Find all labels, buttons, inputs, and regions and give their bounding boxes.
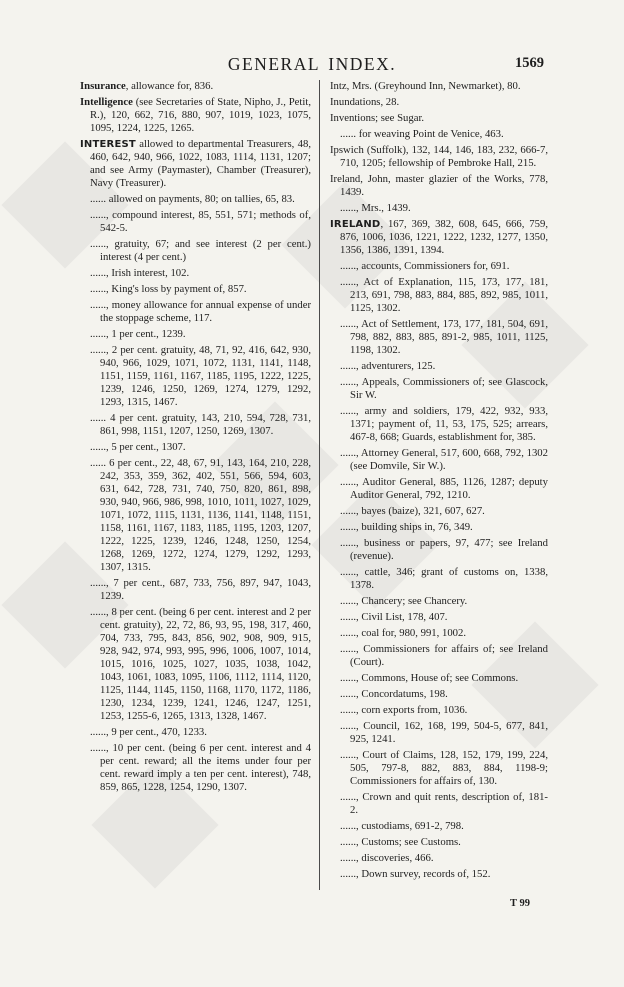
index-entry bbox=[80, 80, 311, 93]
index-subentry: ......, Concordatums, 198. bbox=[340, 688, 448, 700]
index-subentry: ......, Council, 162, 168, 199, 504-5, 677, 841, 925, 1241. bbox=[340, 720, 548, 745]
index-entry bbox=[330, 173, 548, 199]
index-references: Intz, Mrs. (Greyhound Inn, Newmarket), 80. bbox=[330, 80, 521, 92]
index-subentry: ......, Irish interest, 102. bbox=[90, 267, 190, 279]
index-entry bbox=[330, 144, 548, 170]
index-subentry: ......, 8 per cent. (being 6 per cent. interest and 2 per cent. gratuity), 22, 72, 86, 93, 95, 198, 317, 460, 704, 733, 795, 843, 856, 902, 908, 909, 915, 928, 942, 974, 993, 995, 996, 1006, 1007, 1014, 1015, 1016, 1025, 1027, 1035, 1038, 1042, 1043, 1061, 1083, 1095, 1106, 1112, 1114, 1120, 1125, 1144, 1145, 1150, 1168, 1170, 1172, 1186, 1230, 1234, 1239, 1241, 1246, 1247, 1251, 1253, 1255-6, 1265, 1313, 1328, 1467. bbox=[90, 606, 311, 722]
index-subentry: ......, Court of Claims, 128, 152, 179, 199, 224, 505, 797-8, 882, 883, 884, 1198-9; Commissioners for affairs of, 130. bbox=[340, 749, 548, 787]
page-number: 1569 bbox=[515, 55, 544, 71]
index-subentry: ......, corn exports from, 1036. bbox=[340, 704, 468, 716]
index-subentry: ......, Customs; see Customs. bbox=[340, 836, 461, 848]
index-subentry: ......, discoveries, 466. bbox=[340, 852, 434, 864]
index-subentry: ...... allowed on payments, 80; on tallies, 65, 83. bbox=[90, 193, 295, 205]
index-subentry: ......, 5 per cent., 1307. bbox=[90, 441, 186, 453]
index-subentry: ......, Commissioners for affairs of; see Ireland (Court). bbox=[340, 643, 548, 668]
index-subentry: ......, bayes (baize), 321, 607, 627. bbox=[340, 505, 485, 517]
index-subentry: ......, army and soldiers, 179, 422, 932, 933, 1371; payment of, 11, 53, 175, 525; arrears, 467-8, 668; Guards, establishment for, 385. bbox=[340, 405, 548, 443]
index-entry bbox=[330, 96, 548, 109]
index-subentry: ......, coal for, 980, 991, 1002. bbox=[340, 627, 467, 639]
index-subentry: ......, adventurers, 125. bbox=[340, 360, 436, 372]
index-references: allowed to departmental Treasurers, 48, 460, 642, 940, 966, 1022, 1083, 1114, 1131, 1207; and see Army (Paymaster), Chamber (Treasurer), Navy (Treasurer). bbox=[90, 138, 311, 189]
index-entry bbox=[330, 218, 548, 257]
index-subentry: ......, 1 per cent., 1239. bbox=[90, 328, 186, 340]
index-entry bbox=[330, 112, 548, 125]
index-subentry: ......, Commons, House of; see Commons. bbox=[340, 672, 519, 684]
index-subentry: ......, money allowance for annual expense of under the stoppage scheme, 117. bbox=[90, 299, 311, 324]
index-subentry: ......, 2 per cent. gratuity, 48, 71, 92, 416, 642, 930, 940, 966, 1029, 1071, 1072, 1131, 1141, 1148, 1151, 1159, 1161, 1167, 1185, 1195, 1222, 1225, 1239, 1246, 1250, 1269, 1274, 1279, 1292, 1293, 1315, 1467. bbox=[90, 344, 311, 408]
index-subentry: ......, custodiams, 691-2, 798. bbox=[340, 820, 464, 832]
index-headword: INTEREST bbox=[80, 139, 136, 150]
index-subentry: ......, Auditor General, 885, 1126, 1287; deputy Auditor General, 792, 1210. bbox=[340, 476, 548, 501]
signature-mark: T 99 bbox=[510, 898, 530, 909]
index-subentry: ......, compound interest, 85, 551, 571; methods of, 542-5. bbox=[90, 209, 311, 234]
left-column bbox=[80, 80, 311, 797]
index-references: Inventions; see Sugar. bbox=[330, 112, 425, 124]
index-subentry: ......, Act of Explanation, 115, 173, 177, 181, 213, 691, 798, 883, 884, 885, 892, 985, 1011, 1125, 1302. bbox=[340, 276, 548, 314]
right-column bbox=[330, 80, 548, 884]
running-title: GENERAL INDEX. bbox=[227, 54, 397, 74]
index-references: , allowance for, 836. bbox=[125, 80, 214, 92]
index-subentry: ......, Crown and quit rents, description of, 181-2. bbox=[340, 791, 548, 816]
column-divider bbox=[319, 80, 320, 890]
index-subentry: ......, 9 per cent., 470, 1233. bbox=[90, 726, 207, 738]
index-entry bbox=[80, 96, 311, 135]
index-subentry: ......, gratuity, 67; and see interest (2 per cent.) interest (4 per cent.) bbox=[90, 238, 311, 263]
index-subentry: ......, cattle, 346; grant of customs on, 1338, 1378. bbox=[340, 566, 548, 591]
index-references: , 167, 369, 382, 608, 645, 666, 759, 876, 1006, 1036, 1221, 1222, 1232, 1277, 1350, 1356, 1386, 1391, 1394. bbox=[340, 218, 548, 256]
index-subentry: ......, Chancery; see Chancery. bbox=[340, 595, 468, 607]
index-subentry: ...... for weaving Point de Venice, 463. bbox=[340, 128, 504, 140]
index-subentry: ......, Civil List, 178, 407. bbox=[340, 611, 448, 623]
index-subentry: ......, 10 per cent. (being 6 per cent. interest and 4 per cent. reward; all the items under four per cent. reward imply a ten per cent. interest), 748, 859, 865, 1228, 1254, 1290, 1307. bbox=[90, 742, 311, 793]
index-entry bbox=[330, 80, 548, 93]
index-subentry: ......, accounts, Commissioners for, 691. bbox=[340, 260, 510, 272]
index-subentry: ......, Appeals, Commissioners of; see Glascock, Sir W. bbox=[340, 376, 548, 401]
index-references: Ireland, John, master glazier of the Works, 778, 1439. bbox=[330, 173, 548, 198]
index-subentry: ......, King's loss by payment of, 857. bbox=[90, 283, 247, 295]
index-subentry: ......, business or papers, 97, 477; see Ireland (revenue). bbox=[340, 537, 548, 562]
index-references: (see Secretaries of State, Nipho, J., Petit, R.), 120, 662, 716, 880, 907, 1019, 1023, 1075, 1095, 1224, 1225, 1265. bbox=[90, 96, 311, 134]
index-subentry: ......, Attorney General, 517, 600, 668, 792, 1302 (see Domvile, Sir W.). bbox=[340, 447, 548, 472]
index-references: Ipswich (Suffolk), 132, 144, 146, 183, 232, 666-7, 710, 1205; fellowship of Pembroke Hall, 215. bbox=[330, 144, 548, 169]
index-subentry: ...... 6 per cent., 22, 48, 67, 91, 143, 164, 210, 228, 242, 353, 359, 362, 402, 551, 566, 594, 603, 631, 642, 728, 731, 740, 750, 820, 861, 898, 930, 940, 966, 986, 998, 1010, 1011, 1027, 1029, 1071, 1072, 1115, 1131, 1136, 1141, 1148, 1151, 1158, 1161, 1167, 1183, 1185, 1195, 1203, 1207, 1222, 1225, 1239, 1246, 1248, 1250, 1254, 1268, 1269, 1272, 1274, 1279, 1292, 1293, 1307, 1315. bbox=[90, 457, 311, 573]
page-header bbox=[78, 54, 546, 76]
index-references: Inundations, 28. bbox=[330, 96, 400, 108]
index-subentry: ......, 7 per cent., 687, 733, 756, 897, 947, 1043, 1239. bbox=[90, 577, 311, 602]
index-headword: Insurance bbox=[80, 80, 126, 92]
index-subentry: ......, Act of Settlement, 173, 177, 181, 504, 691, 798, 882, 883, 885, 891-2, 985, 1011, 1125, 1198, 1302. bbox=[340, 318, 548, 356]
index-subentry: ......, Mrs., 1439. bbox=[340, 202, 411, 214]
index-subentry: ......, Down survey, records of, 152. bbox=[340, 868, 491, 880]
index-subentry: ...... 4 per cent. gratuity, 143, 210, 594, 728, 731, 861, 998, 1151, 1207, 1250, 1269, 1307. bbox=[90, 412, 311, 437]
index-headword: IRELAND bbox=[330, 219, 381, 230]
index-subentry: ......, building ships in, 76, 349. bbox=[340, 521, 473, 533]
index-headword: Intelligence bbox=[80, 96, 133, 108]
index-entry bbox=[80, 138, 311, 190]
